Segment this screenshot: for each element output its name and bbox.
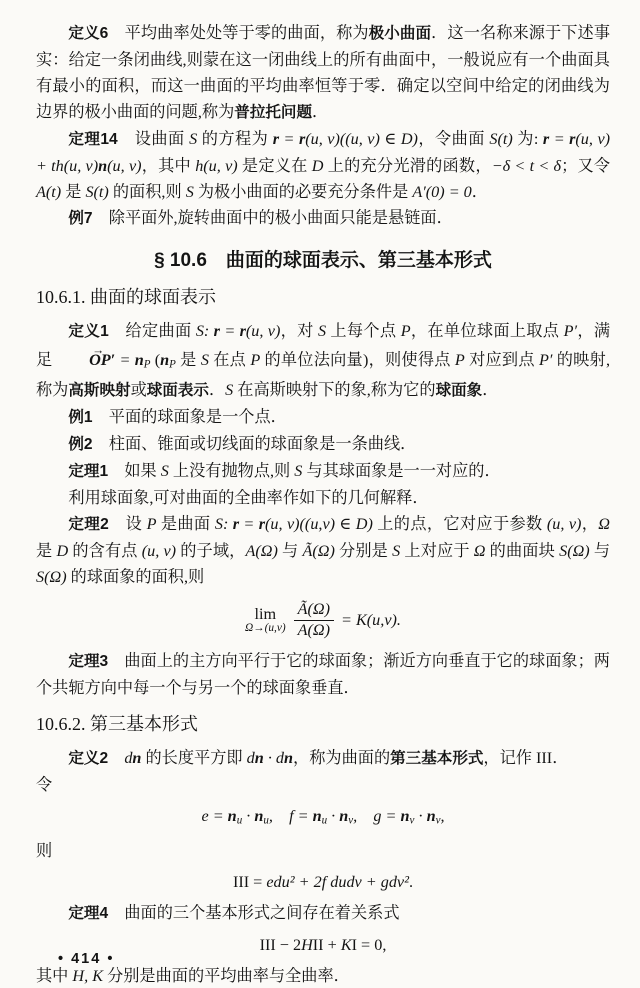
paragraph-remark-total-curvature: 利用球面象,可对曲面的全曲率作如下的几何解释．: [68, 489, 429, 508]
paragraph-theorem-14: 定理14 设曲面 S 的方程为 r = r(u, v)((u, v) ∈ D)，令曲面 S(t) 为: r = r(u, v) + th(u, v)n(u, v)，其中 h(u, v) 是定义在 D 上的充分光滑的函数，−δ < t < δ；又令 A(t) 是 S(t) 的面积,则 S 为极小曲面的必要充分条件是 A′(0) = 0．: [36, 130, 611, 201]
gauss-curvature-limit-formula: [36, 600, 610, 639]
paragraph-definition-6: 定义6 平均曲率处处等于零的曲面，称为极小曲面．这一名称来源于下述事实：给定一条闭曲线,则蒙在这一闭曲线上的所有曲面中，一般说应有一个曲面具有最小的面积，而这一曲面的平均曲率恒等于零．确定以空间中给定的闭曲线为边界的极小曲面的问题,称为普拉托问题．: [36, 24, 611, 121]
limit-equals-curvature: = K(u,v).: [341, 611, 401, 630]
line-let: 令: [36, 775, 53, 794]
fundamental-forms-relation-formula: III − 2HII + KI = 0,: [259, 936, 387, 955]
paragraph-theorem-3: 定理3 曲面上的主方向平行于它的球面象；渐近方向垂直于它的球面象；两个共轭方向中每一个与另一个的球面象垂直．: [36, 651, 610, 697]
lim-text: lim: [254, 604, 277, 623]
paragraph-example-2: 例2 柱面、锥面或切线面的球面象是一条曲线．: [68, 435, 417, 454]
paragraph-theorem-1: 定理1 如果 S 上没有抛物点,则 S 与其球面象是一一对应的．: [68, 462, 501, 481]
fraction-denominator: A(Ω): [297, 621, 331, 640]
paragraph-theorem-2: 定理2 设 P 是曲面 S: r = r(u, v)((u,v) ∈ D) 上的点，它对应于参数 (u, v)，Ω 是 D 的含有点 (u, v) 的子域，A(Ω) 与 Ã(Ω) 分别是 S 上对应于 Ω 的曲面块 S(Ω) 与 S(Ω) 的球面象的面积,则: [36, 515, 611, 587]
third-fundamental-form-formula: III = edu² + 2f dudv + gdv².: [232, 873, 414, 892]
paragraph-definition-1: 定义1 给定曲面 S: r = r(u, v)，对 S 上每个点 P，在单位球面上取点 P′，满足 OP′ → = nP (nP 是 S 在点 P 的单位法向量)，则使得点 P 对应到点 P′ 的映射,称为高斯映射或球面表示．S 在高斯映射下的象,称为它的球面象．: [36, 318, 610, 404]
page-number: • 414 •: [58, 951, 115, 967]
area-ratio-fraction: [294, 600, 334, 639]
line-then: 则: [36, 842, 53, 861]
paragraph-example-1: 例1 平面的球面象是一个点．: [68, 408, 287, 427]
lim-subscript: Ω→(u,v): [245, 621, 286, 634]
paragraph-definition-2: 定义2 dn 的长度平方即 dn · dn，称为曲面的第三基本形式，记作 III．: [68, 748, 569, 767]
section-heading-10-6: § 10.6 曲面的球面表示、第三基本形式: [154, 250, 492, 271]
efg-coefficients-formula: e = nu · nu, f = nu · nv, g = nv · nv,: [201, 806, 445, 827]
paragraph-example-7: 例7 除平面外,旋转曲面中的极小曲面只能是悬链面．: [68, 209, 453, 227]
subsection-heading-10-6-2: 10.6.2. 第三基本形式: [36, 713, 198, 734]
fraction-numerator: Ã(Ω): [294, 600, 334, 621]
subsection-heading-10-6-1: 10.6.1. 曲面的球面表示: [36, 287, 216, 307]
paragraph-theorem-4: 定理4 曲面的三个基本形式之间存在着关系式: [68, 904, 400, 923]
paragraph-where-hk: 其中 H, K 分别是曲面的平均曲率与全曲率．: [36, 967, 350, 986]
limit-operator: [245, 606, 286, 635]
